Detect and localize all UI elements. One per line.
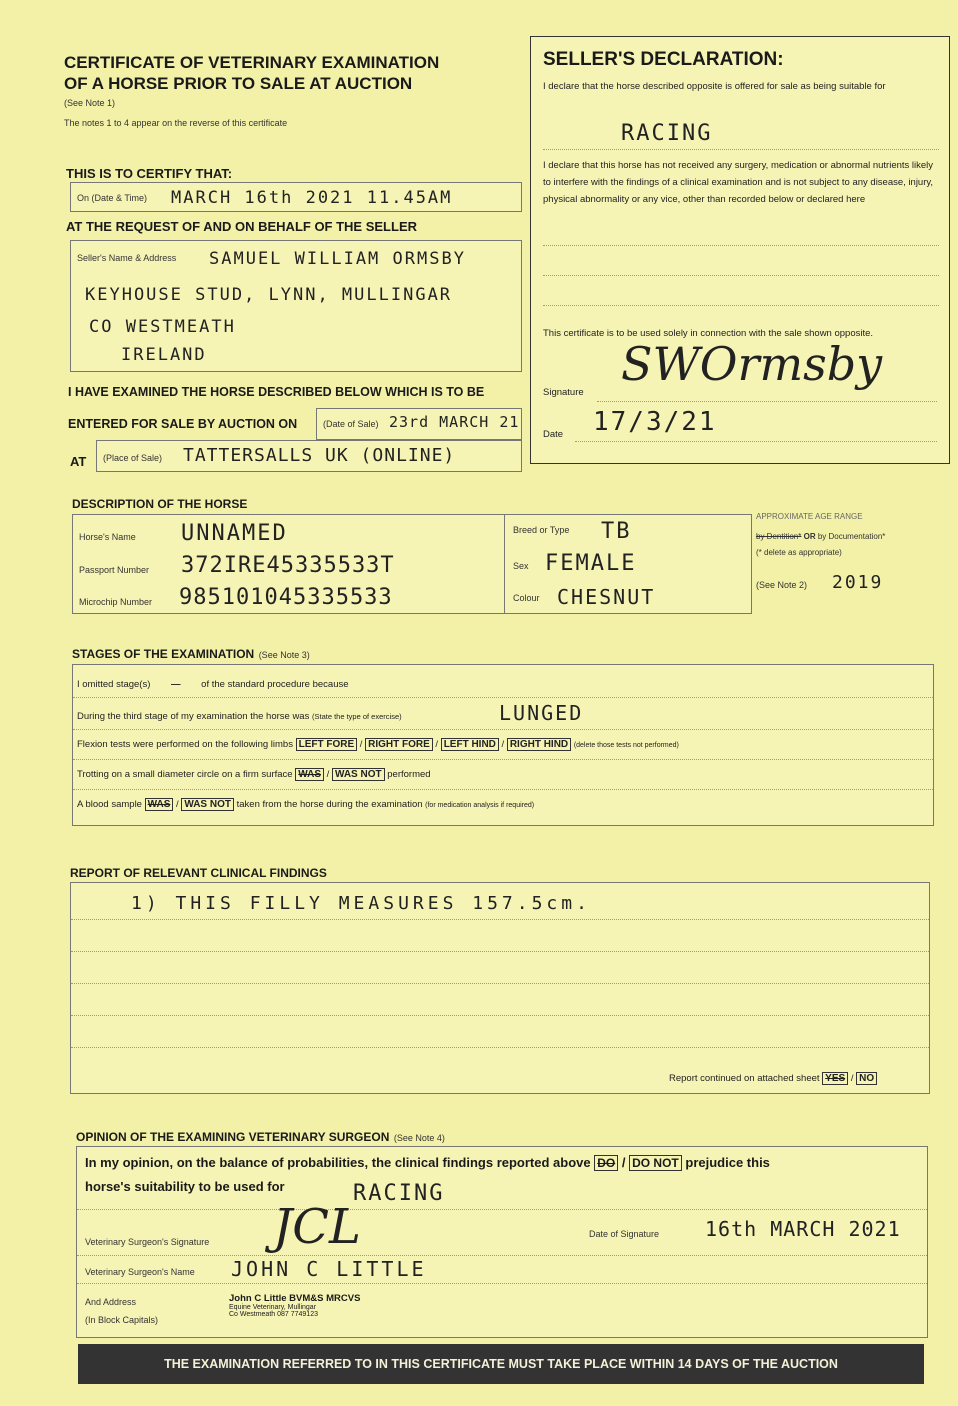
declaration-date-label: Date xyxy=(543,429,564,440)
on-date-value: MARCH 16th 2021 11.45AM xyxy=(171,188,453,208)
date-of-signature-value: 16th MARCH 2021 xyxy=(705,1217,901,1241)
report-line xyxy=(71,919,929,920)
age-delete: (* delete as appropriate) xyxy=(756,548,842,557)
horse-name-label: Horse's Name xyxy=(79,532,136,542)
left-fore-tag: LEFT FORE xyxy=(296,738,358,751)
title-notes: The notes 1 to 4 appear on the reverse of this certificate xyxy=(64,118,288,128)
third-stage-row xyxy=(77,711,402,722)
age-note: (See Note 2) xyxy=(756,580,808,590)
breed-value: TB xyxy=(601,519,632,544)
sale-date-field xyxy=(316,408,522,440)
address-label2: (In Block Capitals) xyxy=(85,1315,159,1325)
declaration-suitable: RACING xyxy=(621,121,713,146)
title-line1: CERTIFICATE OF VETERINARY EXAMINATION xyxy=(64,53,440,72)
opinion-text2: prejudice this xyxy=(685,1155,770,1170)
stages-see-note: (See Note 3) xyxy=(258,650,310,660)
stage-divider xyxy=(73,789,933,790)
breed-label: Breed or Type xyxy=(513,525,570,535)
blood-was-not-tag: WAS NOT xyxy=(181,798,234,811)
opinion-heading xyxy=(76,1128,445,1146)
stage-divider xyxy=(73,759,933,760)
flexion-text: Flexion tests were performed on the following limbs xyxy=(77,739,293,750)
examined-heading2: ENTERED FOR SALE BY AUCTION ON xyxy=(68,417,298,431)
title-line2: OF A HORSE PRIOR TO SALE AT AUCTION xyxy=(64,74,413,93)
age-value: 2019 xyxy=(832,572,884,593)
stamp-line2: Equine Veterinary, Mullingar xyxy=(229,1304,317,1311)
age-heading: APPROXIMATE AGE RANGE xyxy=(756,512,863,521)
footer-banner: THE EXAMINATION REFERRED TO IN THIS CERTIFICATE MUST TAKE PLACE WITHIN 14 DAYS OF THE AUCTION xyxy=(78,1344,924,1384)
sex-label: Sex xyxy=(513,561,529,571)
blood-note: (for medication analysis if required) xyxy=(425,802,535,809)
declaration-date-value: 17/3/21 xyxy=(593,407,717,437)
report-line xyxy=(71,1015,929,1016)
trot-was-not-tag: WAS NOT xyxy=(332,768,385,781)
declaration-text3: This certificate is to be used solely in connection with the sale shown opposite. xyxy=(543,328,874,339)
third-stage-text: During the third stage of my examination the horse was xyxy=(77,711,310,722)
right-hind-tag: RIGHT HIND xyxy=(507,738,571,751)
report-continued-row: Report continued on attached sheet YES / NO xyxy=(669,1073,877,1084)
signature-line xyxy=(597,401,937,402)
sale-place-field xyxy=(96,440,522,472)
declaration-text2: I declare that this horse has not received any surgery, medication or abnormal nutrients likely to interfere with the findings of a clinical examination and is not subject to any disease, injury, physical abnormality or any vice, other than recorded below or declared here xyxy=(543,160,934,205)
seller-line1: SAMUEL WILLIAM ORMSBY xyxy=(209,249,466,269)
vet-name-label: Veterinary Surgeon's Name xyxy=(85,1267,195,1277)
description-heading: DESCRIPTION OF THE HORSE xyxy=(72,497,248,511)
declaration-line xyxy=(543,305,939,306)
vet-signature-label: Veterinary Surgeon's Signature xyxy=(85,1237,210,1247)
report-line xyxy=(71,1047,929,1048)
trotting-text: Trotting on a small diameter circle on a firm surface xyxy=(77,769,293,780)
stages-heading-text: STAGES OF THE EXAMINATION xyxy=(72,647,255,661)
flexion-note: (delete those tests not performed) xyxy=(573,742,679,749)
certify-heading: THIS IS TO CERTIFY THAT: xyxy=(66,166,233,181)
colour-value: CHESNUT xyxy=(557,585,656,609)
omitted-value: — xyxy=(171,679,181,690)
stage-divider xyxy=(73,697,933,698)
opinion-do-tag: DO xyxy=(594,1155,618,1171)
opinion-text-row1: In my opinion, on the balance of probabilities, the clinical findings reported above DO / DO NOT prejudice this xyxy=(85,1155,770,1170)
blood-was-tag: WAS xyxy=(145,798,174,811)
report-yes-tag: YES xyxy=(822,1072,848,1085)
seller-signature: SWOrmsby xyxy=(621,337,883,391)
seller-line4: IRELAND xyxy=(121,345,207,365)
microchip-value: 985101045335533 xyxy=(179,585,393,610)
horse-middle-box xyxy=(504,514,752,614)
title-see-note: (See Note 1) xyxy=(64,98,116,108)
age-or: OR xyxy=(803,532,816,541)
sale-date-value: 23rd MARCH 21 xyxy=(389,413,520,431)
request-heading: AT THE REQUEST OF AND ON BEHALF OF THE SELLER xyxy=(66,219,417,234)
signature-label: Signature xyxy=(543,387,584,398)
stages-box xyxy=(72,664,934,826)
opinion-heading-text: OPINION OF THE EXAMINING VETERINARY SURGEON xyxy=(76,1130,390,1144)
colour-label: Colour xyxy=(513,593,540,603)
stages-heading xyxy=(72,645,310,663)
sex-value: FEMALE xyxy=(545,551,637,576)
opinion-see-note: (See Note 4) xyxy=(393,1133,445,1143)
certificate-title xyxy=(64,52,524,128)
age-range-box xyxy=(756,512,946,612)
sale-place-value: TATTERSALLS UK (ONLINE) xyxy=(183,445,456,466)
stage-divider xyxy=(73,729,933,730)
seller-label: Seller's Name & Address xyxy=(77,253,177,263)
trot-was-tag: WAS xyxy=(295,768,324,781)
opinion-line xyxy=(77,1255,927,1256)
declaration-line xyxy=(543,275,939,276)
opinion-do-not-tag: DO NOT xyxy=(629,1155,682,1171)
declaration-line xyxy=(543,149,939,150)
passport-value: 372IRE45335533T xyxy=(181,553,395,578)
horse-name-value: UNNAMED xyxy=(181,521,288,546)
right-fore-tag: RIGHT FORE xyxy=(365,738,433,751)
seller-declaration-box xyxy=(530,36,950,464)
opinion-text3: horse's suitability to be used for xyxy=(85,1179,285,1194)
passport-label: Passport Number xyxy=(79,565,150,575)
seller-line2: KEYHOUSE STUD, LYNN, MULLINGAR xyxy=(85,285,453,305)
trot-suffix: performed xyxy=(387,769,431,780)
on-date-label: On (Date & Time) xyxy=(77,193,148,203)
on-date-field xyxy=(70,182,522,212)
seller-line3: CO WESTMEATH xyxy=(89,317,236,337)
examined-heading1: I HAVE EXAMINED THE HORSE DESCRIBED BELOW WHICH IS TO BE xyxy=(68,385,485,399)
opinion-text1: In my opinion, on the balance of probabilities, the clinical findings reported above xyxy=(85,1155,591,1170)
microchip-label: Microchip Number xyxy=(79,597,153,607)
report-no-tag: NO xyxy=(856,1072,877,1085)
report-continued-text: Report continued on attached sheet xyxy=(669,1073,820,1084)
trotting-row: Trotting on a small diameter circle on a firm surface WAS / WAS NOT performed xyxy=(77,769,431,780)
opinion-line xyxy=(77,1209,927,1210)
date-of-signature-label: Date of Signature xyxy=(589,1229,660,1239)
omitted-row xyxy=(77,679,349,690)
opinion-use-value: RACING xyxy=(353,1181,445,1206)
declaration-heading: SELLER'S DECLARATION: xyxy=(543,49,784,70)
sale-place-label: (Place of Sale) xyxy=(103,453,163,463)
examined-at: AT xyxy=(70,454,87,469)
age-method xyxy=(756,532,885,541)
report-line xyxy=(71,983,929,984)
third-stage-note: (State the type of exercise) xyxy=(311,712,402,721)
horse-left-box xyxy=(72,514,506,614)
report-heading: REPORT OF RELEVANT CLINICAL FINDINGS xyxy=(70,866,327,880)
blood-suffix: taken from the horse during the examination xyxy=(236,799,423,810)
declaration-line xyxy=(543,245,939,246)
address-label1: And Address xyxy=(85,1297,137,1307)
age-by-dentition: by Dentition* xyxy=(756,532,802,541)
opinion-box xyxy=(76,1146,928,1338)
flexion-row: Flexion tests were performed on the following limbs LEFT FORE / RIGHT FORE / LEFT HIND / RIGHT HIND (delete those tests not performed) xyxy=(77,739,679,750)
stamp-line3: Co Westmeath 087 7749123 xyxy=(229,1311,318,1318)
left-hind-tag: LEFT HIND xyxy=(441,738,499,751)
vet-stamp xyxy=(229,1293,360,1318)
vet-name-value: JOHN C LITTLE xyxy=(231,1257,427,1281)
omitted-prefix: I omitted stage(s) xyxy=(77,679,151,690)
stamp-line1: John C Little BVM&S MRCVS xyxy=(229,1293,361,1304)
declaration-text1: I declare that the horse described opposite is offered for sale as being suitable for xyxy=(543,81,886,92)
age-by-documentation: by Documentation* xyxy=(817,532,886,541)
omitted-suffix: of the standard procedure because xyxy=(201,679,349,690)
seller-field xyxy=(70,240,522,372)
third-stage-value: LUNGED xyxy=(499,701,584,725)
vet-signature: JCL xyxy=(273,1199,361,1255)
opinion-line xyxy=(77,1283,927,1284)
report-line xyxy=(71,951,929,952)
blood-row: A blood sample WAS / WAS NOT taken from the horse during the examination (for medication analysis if required) xyxy=(77,799,535,810)
declaration-date-line xyxy=(575,441,937,442)
blood-text: A blood sample xyxy=(77,799,142,810)
sale-date-label: (Date of Sale) xyxy=(323,419,379,429)
report-box xyxy=(70,882,930,1094)
report-finding1: 1) THIS FILLY MEASURES 157.5cm. xyxy=(131,893,591,914)
